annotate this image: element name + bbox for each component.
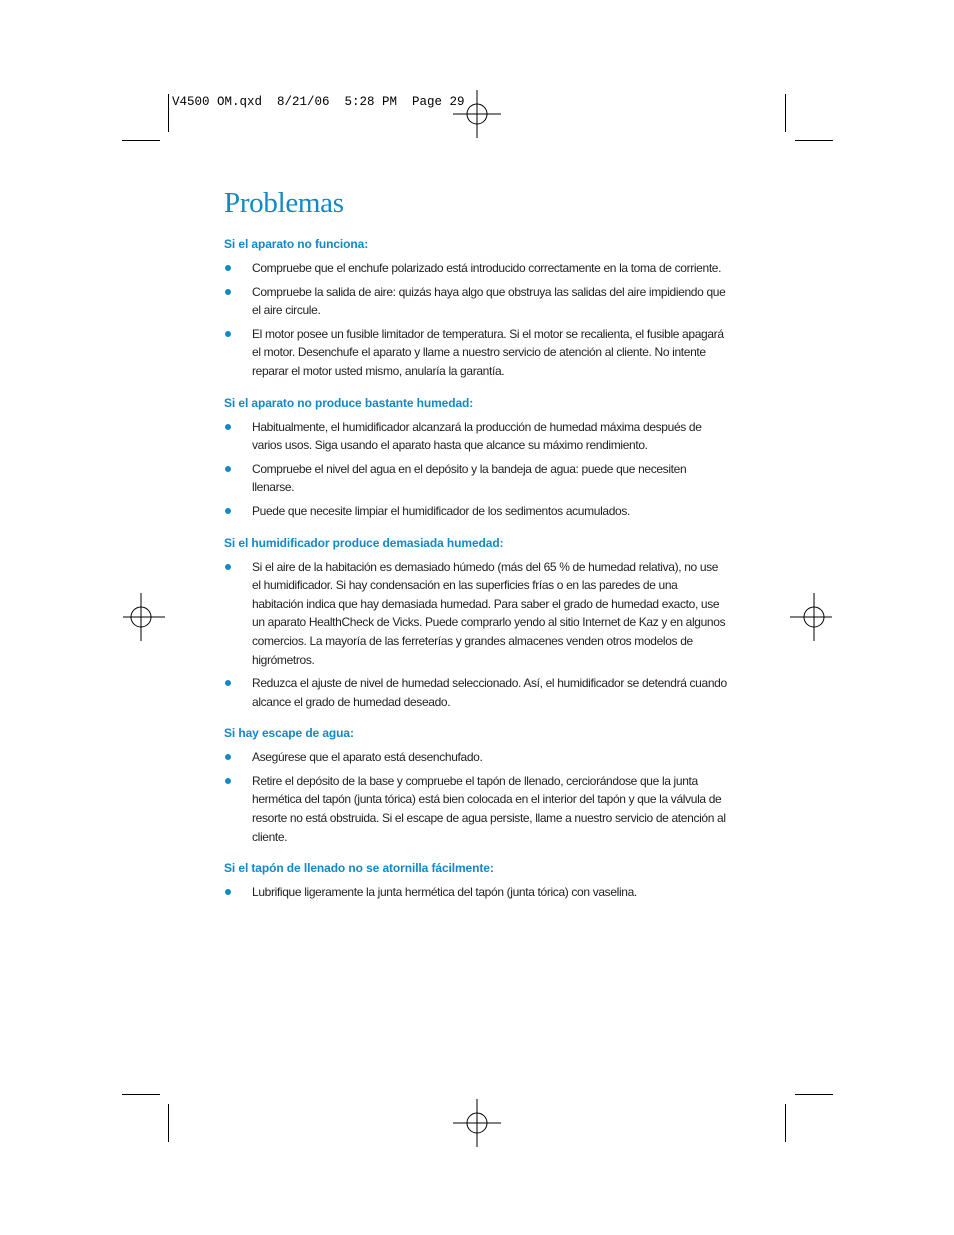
section-heading: Si el aparato no funciona:	[224, 237, 369, 251]
registration-mark-icon	[453, 1099, 501, 1147]
list-item-text: Compruebe la salida de aire: quizás haya algo que obstruya las salidas del aire impidiendo que el aire circule.	[252, 284, 726, 318]
list-item	[224, 325, 729, 381]
list-item	[224, 772, 729, 846]
section-poca-humedad	[224, 396, 729, 521]
section-no-funciona	[224, 237, 729, 381]
bullet-icon	[225, 466, 231, 472]
bullet-icon	[225, 289, 231, 295]
bullet-icon	[225, 508, 231, 514]
list-item-text: Puede que necesite limpiar el humidificador de los sedimentos acumulados.	[252, 503, 631, 518]
bullet-icon	[225, 564, 231, 570]
bullet-list	[224, 259, 729, 381]
list-item	[224, 502, 729, 521]
bullet-icon	[225, 778, 231, 784]
list-item	[224, 259, 729, 278]
list-item-text: Compruebe que el enchufe polarizado está introducido correctamente en la toma de corriente.	[252, 261, 722, 275]
bullet-icon	[225, 424, 231, 430]
list-item-text: El motor posee un fusible limitador de temperatura. Si el motor se recalienta, el fusible apagará el motor. Desenchufe el aparato y llame a nuestro servicio de atención al cliente. No intente reparar el motor usted mismo, anularía la garantía.	[252, 326, 724, 378]
crop-mark	[122, 140, 160, 141]
bullet-list	[224, 418, 729, 521]
section-tapon-llenado	[224, 861, 729, 902]
registration-mark-icon	[790, 593, 838, 641]
list-item-text: Compruebe el nivel del agua en el depósito y la bandeja de agua: puede que necesiten llenarse.	[252, 461, 687, 495]
list-item-text: Asegúrese que el aparato está desenchufado.	[252, 750, 483, 765]
section-heading: Si el tapón de llenado no se atornilla fácilmente:	[224, 861, 494, 876]
troubleshooting-content	[224, 237, 729, 917]
list-item	[224, 558, 729, 670]
bullet-icon	[225, 265, 231, 271]
list-item-text: Reduzca el ajuste de nivel de humedad seleccionado. Así, el humidificador se detendrá cuando alcance el grado de humedad deseado.	[252, 676, 727, 709]
registration-mark-icon	[117, 593, 165, 641]
list-item-text: Si el aire de la habitación es demasiado húmedo (más del 65 % de humedad relativa), no use el humidificador. Si hay condensación en las superficies frías o en las paredes de una habitación indica que hay demasiada humedad. Para saber el grado de humedad exacto, use un aparato HealthCheck de Vicks. Puede comprarlo yendo al sitio Internet de Kaz y en algunos comercios. La mayoría de las ferreterías y grandes almacenes venden otros modelos de higrómetros.	[252, 559, 726, 667]
list-item	[224, 674, 729, 711]
list-item	[224, 460, 729, 497]
crop-mark	[168, 1104, 169, 1142]
bullet-list	[224, 558, 729, 712]
crop-mark	[168, 94, 169, 132]
section-escape-agua	[224, 726, 729, 846]
bullet-icon	[225, 889, 231, 895]
list-item-text: Habitualmente, el humidificador alcanzará la producción de humedad máxima después de varios usos. Siga usando el aparato hasta que alcance su máximo rendimiento.	[252, 419, 702, 453]
printer-slug: V4500 OM.qxd 8/21/06 5:28 PM Page 29	[172, 95, 465, 109]
crop-mark	[795, 1094, 833, 1095]
bullet-icon	[225, 754, 231, 760]
crop-mark	[785, 94, 786, 132]
list-item	[224, 748, 729, 767]
crop-mark	[785, 1104, 786, 1142]
page-title: Problemas	[224, 187, 344, 219]
registration-mark-icon	[453, 90, 501, 138]
section-heading: Si hay escape de agua:	[224, 726, 354, 741]
bullet-list	[224, 748, 729, 846]
list-item-text: Retire el depósito de la base y compruebe el tapón de llenado, cerciorándose que la junta hermética del tapón (junta tórica) está bien colocada en el interior del tapón y que la válvula de resorte no está obstruida. Si el escape de agua persiste, llame a nuestro servicio de atención al cliente.	[252, 773, 726, 844]
section-heading: Si el aparato no produce bastante humedad:	[224, 395, 474, 410]
section-heading: Si el humidificador produce demasiada humedad:	[224, 535, 504, 550]
bullet-icon	[225, 331, 231, 337]
crop-mark	[795, 140, 833, 141]
list-item	[224, 418, 729, 455]
section-demasiada-humedad	[224, 536, 729, 712]
crop-mark	[122, 1094, 160, 1095]
list-item	[224, 283, 729, 320]
list-item-text: Lubrifique ligeramente la junta hermética del tapón (junta tórica) con vaselina.	[252, 885, 637, 900]
bullet-icon	[225, 680, 231, 686]
list-item	[224, 883, 729, 902]
bullet-list	[224, 883, 729, 902]
